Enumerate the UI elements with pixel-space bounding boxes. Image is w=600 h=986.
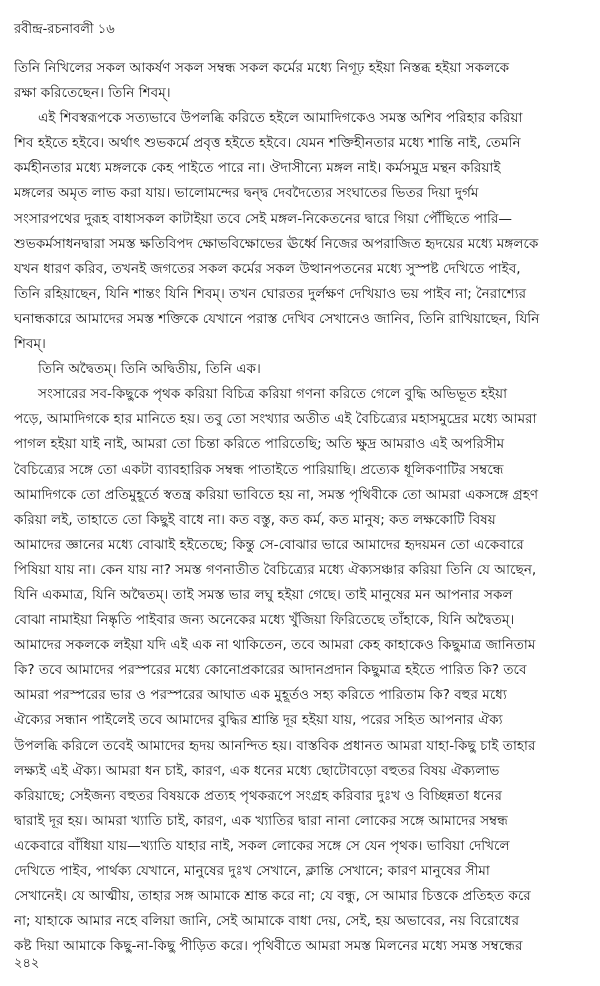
text-line: পিষিয়া যায় না। কেন যায় না? সমস্ত গণনাতীত বৈচিত্র্যের মধ্যে ঐক্যসঞ্চার করিয়া তিনি যে আছেন,: [14, 561, 537, 578]
text-line: আমাদিগকে তো প্রতিমুহূর্তে স্বতন্ত্র করিয়া ভাবিতে হয় না, সমস্ত পৃথিবীকে তো আমরা একসঙ্গে গ্রহণ: [14, 486, 539, 503]
text-line: করিয়াছে; সেইজন্য বহুতর বিষয়কে প্রত্যহ পৃথকরূপে সংগ্রহ করিবার দুঃখ ও বিচ্ছিন্নতা ধনের: [14, 787, 502, 804]
text-line: না; যাহাকে আমার নহে বলিয়া জানি, সেই আমাকে বাধা দেয়, সেই, হয় অভাবের, নয় বিরোধের: [14, 913, 520, 930]
text-line: রক্ষা করিতেছেন। তিনি শিবম্‌।: [14, 85, 171, 102]
page-number: ২৪২: [14, 956, 40, 971]
text-line: শিব হইতে হইবে। অর্থাৎ শুভকর্মে প্রবৃত্ত হইতে হইবে। যেমন শক্তিহীনতার মধ্যে শান্তি নাই, তেমনি: [14, 135, 521, 152]
text-line: তিনি অদ্বৈতম্‌। তিনি অদ্বিতীয়, তিনি এক।: [38, 361, 261, 378]
text-line: দেখিতে পাইব, পার্থক্য যেখানে, মানুষের দুঃখ সেখানে, ক্লান্তি সেখানে; কারণ মানুষের সীমা: [14, 863, 490, 879]
text-line: মঙ্গলের অমৃত লাভ করা যায়। ভালোমন্দের দ্বন্দ্ব দেবদৈত্যের সংঘাতের ভিতর দিয়া দুর্গম: [14, 185, 479, 202]
body-text: [14, 56, 588, 959]
text-line: আমাদের সকলকে লইয়া যদি এই এক না থাকিতেন, তবে আমরা কেহ কাহাকেও কিছুমাত্র জানিতাম: [14, 637, 536, 654]
text-line: তিনি রহিয়াছেন, যিনি শান্তং যিনি শিবম্‌। তখন ঘোরতর দুর্লক্ষণ দেখিয়াও ভয় পাইব না; নৈরাশ্যের: [14, 285, 527, 302]
text-line: কি? তবে আমাদের পরস্পরের মধ্যে কোনোপ্রকারের আদানপ্রদান কিছুমাত্র হইতে পারিত কি? তবে: [14, 662, 527, 679]
text-line: যিনি একমাত্র, যিনি অদ্বৈতম্‌। তাই সমস্ত ভার লঘু হইয়া গেছে। তাই মানুষের মন আপনার সকল: [14, 586, 513, 603]
text-line: আমরা পরস্পরের ভার ও পরস্পরের আঘাত এক মুহূর্তও সহ্য করিতে পারিতাম কি? বহুর মধ্যে: [14, 687, 507, 704]
text-line: ঐক্যের সন্ধান পাইলেই তবে আমাদের বুদ্ধির শ্রান্তি দূর হইয়া যায়, পরের সহিত আপনার ঐক্য: [14, 712, 503, 729]
text-line: বৈচিত্র্যের সঙ্গে তো একটা ব্যাবহারিক সম্বন্ধ পাতাইতে পারিয়াছি। প্রত্যেক ধূলিকণাটির সম্বন্ধে: [14, 461, 504, 478]
text-line: যখন ধারণ করিব, তখনই জগতের সকল কর্মের সকল উত্থানপতনের মধ্যে সুস্পষ্ট দেখিতে পাইব,: [14, 260, 521, 277]
running-head: রবীন্দ্র-রচনাবলী ১৬: [14, 22, 115, 37]
text-line: কষ্ট দিয়া আমাকে কিছু-না-কিছু পীড়িত করে। পৃথিবীতে আমরা সমস্ত মিলনের মধ্যে সমস্ত সম্বন্ধের: [14, 938, 523, 955]
text-line: কর্মহীনতার মধ্যে মঙ্গলকে কেহ পাইতে পারে না। ঔদাসীন্যে মঙ্গল নাই। কর্মসমুদ্র মন্থন করিয়াই: [14, 160, 501, 177]
text-line: এই শিবস্বরূপকে সত্যভাবে উপলব্ধি করিতে হইলে আমাদিগকেও সমস্ত অশিব পরিহার করিয়া: [38, 110, 523, 127]
text-line: বোঝা নামাইয়া নিষ্কৃতি পাইবার জন্য অনেকের মধ্যে খুঁজিয়া ফিরিতেছে তাঁহাকে, যিনি অদ্বৈতম্‌।: [14, 612, 515, 629]
text-line: পড়ে, আমাদিগকে হার মানিতে হয়। তবু তো সংখ্যার অতীত এই বৈচিত্র্যের মহাসমুদ্রের মধ্যে আমরা: [14, 411, 537, 428]
text-line: সংসারপথের দুরূহ বাধাসকল কাটাইয়া তবে সেই মঙ্গল-নিকেতনের দ্বারে গিয়া পৌঁছিতে পারি—: [14, 210, 512, 227]
text-line: দ্বারাই দূর হয়। আমরা খ্যাতি চাই, কারণ, এক খ্যাতির দ্বারা নানা লোকের সঙ্গে আমাদের সম্বন্ধ: [14, 812, 508, 829]
text-line: উপলব্ধি করিলে তবেই আমাদের হৃদয় আনন্দিত হয়। বাস্তবিক প্রধানত আমরা যাহা-কিছু চাই তাহার: [14, 737, 536, 754]
text-line: সেখানেই। যে আত্মীয়, তাহার সঙ্গ আমাকে শ্রান্ত করে না; যে বন্ধু, সে আমার চিত্তকে প্রতিহত করে: [14, 888, 531, 905]
text-line: পাগল হইয়া যাই নাই, আমরা তো চিন্তা করিতে পারিতেছি; অতি ক্ষুদ্র আমরাও এই অপরিসীম: [14, 436, 505, 453]
text-line: তিনি নিখিলের সকল আকর্ষণ সকল সম্বন্ধ সকল কর্মের মধ্যে নিগূঢ় হইয়া নিস্তব্ধ হইয়া সকলকে: [14, 60, 510, 76]
text-line: ঘনান্ধকারে আমাদের সমস্ত শক্তিকে যেখানে পরাস্ত দেখিব সেখানেও জানিব, তিনি রাখিয়াছেন, যিনি: [14, 310, 540, 327]
text-line: লক্ষ্যই এই ঐক্য। আমরা ধন চাই, কারণ, এক ধনের মধ্যে ছোটোবড়ো বহুতর বিষয় ঐক্যলাভ: [14, 762, 500, 779]
text-line: একেবারে বাঁধিয়া যায়—খ্যাতি যাহার নাই, সকল লোকের সঙ্গে সে যেন পৃথক। ভাবিয়া দেখিলে: [14, 837, 510, 854]
text-line: করিয়া লই, তাহাতে তো কিছুই বাধে না। কত বস্তু, কত কর্ম, কত মানুষ; কত লক্ষকোটি বিষয়: [14, 511, 496, 528]
text-line: শিবম্‌।: [14, 336, 46, 353]
text-line: সংসারের সব-কিছুকে পৃথক করিয়া বিচিত্র করিয়া গণনা করিতে গেলে বুদ্ধি অভিভূত হইয়া: [38, 386, 508, 403]
text-line: আমাদের জ্ঞানের মধ্যে বোঝাই হইতেছে; কিন্তু সে-বোঝার ভারে আমাদের হৃদয়মন তো একেবারে: [14, 536, 524, 553]
text-line: শুভকর্মসাধনদ্বারা সমস্ত ক্ষতিবিপদ ক্ষোভবিক্ষোভের ঊর্ধ্বে নিজের অপরাজিত হৃদয়ের মধ্যে মঙ্গলকে: [14, 235, 539, 252]
